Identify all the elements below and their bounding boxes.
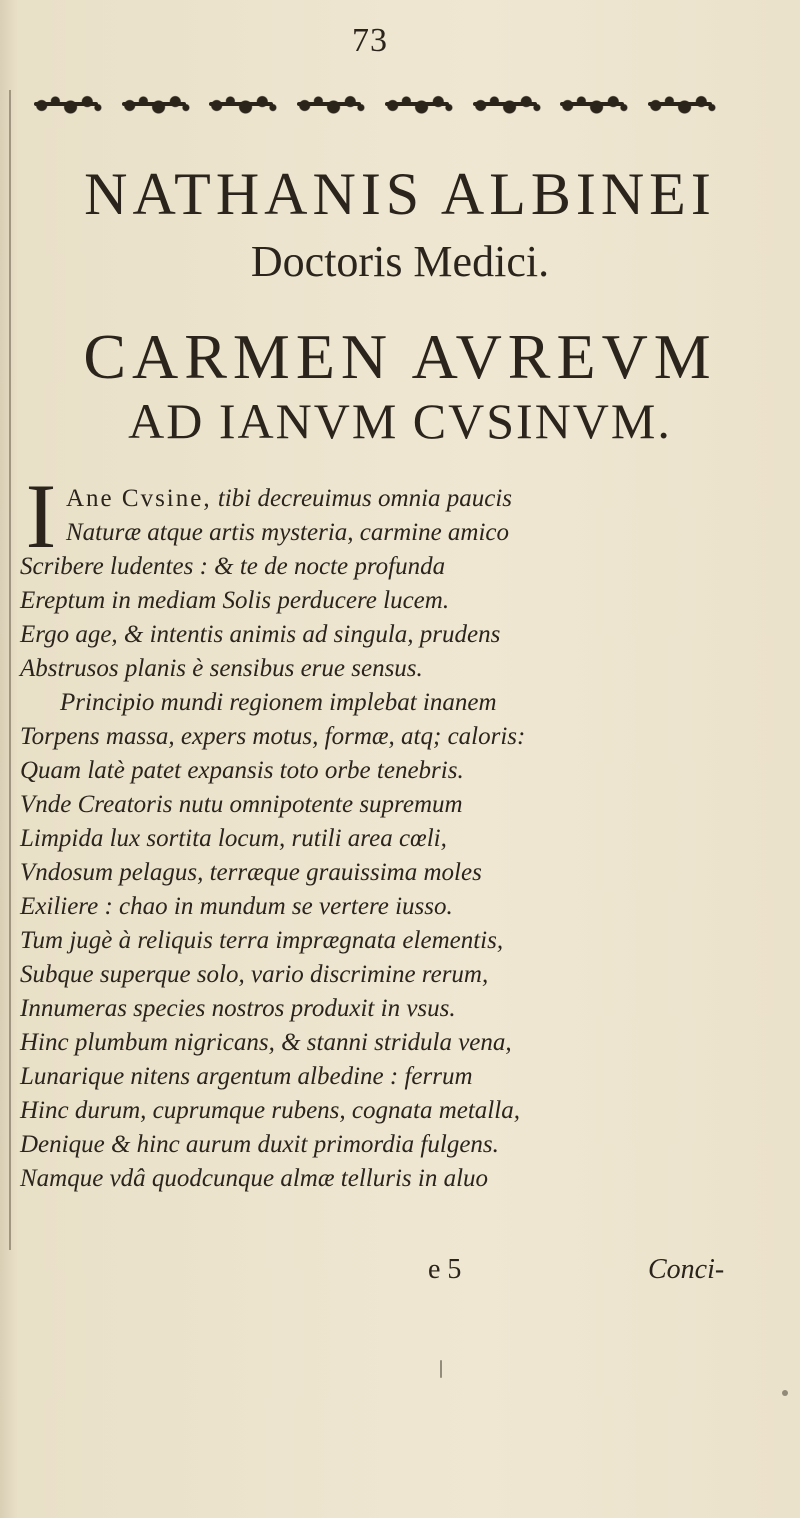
poem-line: Torpens massa, expers motus, formæ, atq; caloris: bbox=[20, 723, 526, 750]
poem-line bbox=[20, 482, 720, 516]
printers-ornament bbox=[28, 84, 718, 124]
poem-line: Hinc durum, cuprumque rubens, cognata metalla, bbox=[20, 1097, 520, 1124]
poem-line: Denique & hinc aurum duxit primordia fulgens. bbox=[20, 1131, 499, 1158]
poem-title: CARMEN AVREVM bbox=[83, 321, 717, 392]
page-number: 73 bbox=[352, 22, 388, 59]
poem-line: Namque vdâ quodcunque almæ telluris in aluo bbox=[20, 1165, 489, 1192]
fleuron-icon bbox=[28, 89, 104, 119]
fleuron-icon bbox=[554, 89, 630, 119]
poem-line: Principio mundi regionem implebat inanem bbox=[60, 689, 497, 716]
poem-line: Tum jugè à reliquis terra imprægnata elementis, bbox=[20, 927, 504, 954]
poem-dedication: AD IANVM CVSINVM. bbox=[128, 393, 672, 449]
poem-line: Naturæ atque artis mysteria, carmine amico bbox=[66, 519, 510, 546]
gutter-shadow bbox=[9, 90, 11, 1250]
author-heading: NATHANIS ALBINEI bbox=[84, 161, 716, 227]
fleuron-icon bbox=[291, 89, 367, 119]
poem-line: Quam latè patet expansis toto orbe tenebris. bbox=[20, 757, 464, 784]
fleuron-icon bbox=[379, 89, 455, 119]
opening-small-caps: Ane Cvsine, bbox=[66, 485, 212, 512]
poem-line: Exiliere : chao in mundum se vertere iusso. bbox=[20, 893, 453, 920]
poem-line: Limpida lux sortita locum, rutili area cœli, bbox=[20, 825, 447, 852]
poem-line: Vndosum pelagus, terræque grauissima moles bbox=[20, 859, 482, 886]
fleuron-icon bbox=[116, 89, 192, 119]
fleuron-icon bbox=[467, 89, 543, 119]
catchword: Conci- bbox=[648, 1254, 725, 1285]
drop-capital: I bbox=[25, 465, 57, 567]
poem-line: Ergo age, & intentis animis ad singula, prudens bbox=[20, 621, 501, 648]
author-title: Doctoris Medici. bbox=[250, 237, 550, 286]
paper-speck bbox=[440, 1360, 442, 1378]
paper-speck bbox=[782, 1390, 788, 1396]
poem-line: Subque superque solo, vario discrimine rerum, bbox=[20, 961, 489, 988]
fleuron-icon bbox=[642, 89, 718, 119]
poem-line: Vnde Creatoris nutu omnipotente supremum bbox=[20, 791, 463, 818]
poem-line: Lunarique nitens argentum albedine : ferrum bbox=[20, 1063, 473, 1090]
opening-line-rest: tibi decreuimus omnia paucis bbox=[211, 485, 513, 512]
fleuron-icon bbox=[203, 89, 279, 119]
poem-line: Innumeras species nostros produxit in vsus. bbox=[20, 995, 456, 1022]
poem-line: Hinc plumbum nigricans, & stanni stridula vena, bbox=[20, 1029, 512, 1056]
page-footer bbox=[0, 1254, 800, 1294]
poem-line: Ereptum in mediam Solis perducere lucem. bbox=[20, 587, 450, 614]
poem-line: Scribere ludentes : & te de nocte profunda bbox=[20, 553, 446, 580]
poem-line: Abstrusos planis è sensibus erue sensus. bbox=[20, 655, 423, 682]
signature-mark: e 5 bbox=[428, 1254, 462, 1285]
poem-body bbox=[20, 482, 720, 1196]
